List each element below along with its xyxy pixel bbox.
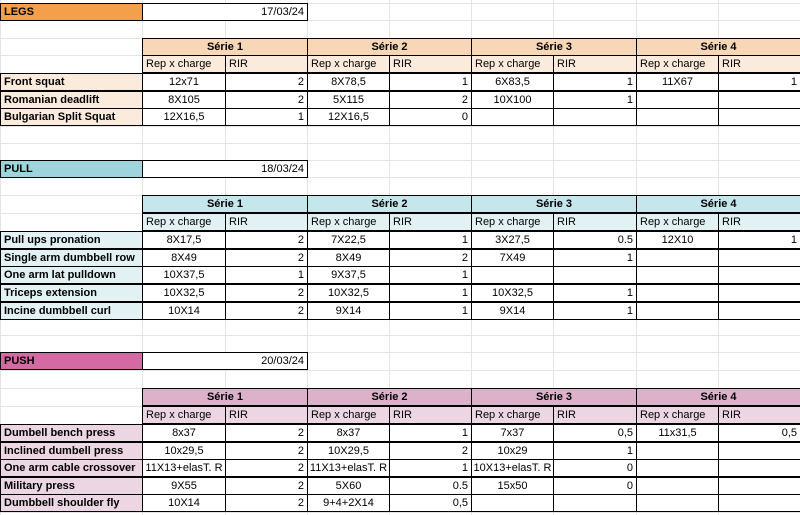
exercise-name[interactable]: [0, 459, 143, 477]
set-rir-cell-text: 1: [626, 76, 633, 88]
sub-header-rep-text: Rep x charge: [475, 58, 541, 70]
sub-header-rir[interactable]: [553, 213, 637, 231]
exercise-name[interactable]: [0, 494, 143, 512]
set-rep-cell[interactable]: [636, 302, 719, 320]
set-rep-cell[interactable]: [142, 442, 226, 460]
set-rep-cell[interactable]: [307, 424, 390, 442]
set-rep-cell-text: 8X49: [335, 252, 362, 264]
sub-header-rep[interactable]: [142, 406, 226, 424]
series-header-1[interactable]: [142, 388, 308, 406]
set-rep-cell-text: 5X60: [335, 480, 362, 492]
set-rep-cell[interactable]: [142, 424, 226, 442]
set-rir-cell-text: 1: [297, 111, 304, 123]
series-header-4[interactable]: [636, 388, 800, 406]
set-rir-cell-text: 1: [297, 269, 304, 281]
sub-header-rir-text: RIR: [393, 216, 412, 228]
sub-header-rir[interactable]: [225, 55, 308, 73]
section-label-push-text: PUSH: [4, 355, 35, 367]
series-header-2[interactable]: [307, 195, 472, 213]
set-rir-cell-text: 1: [461, 427, 468, 439]
set-rep-cell-text: 10X100: [493, 94, 532, 106]
exercise-name[interactable]: [0, 424, 143, 442]
set-rep-cell[interactable]: [307, 284, 390, 302]
set-rir-cell[interactable]: [389, 266, 472, 284]
sub-header-rir-text: RIR: [229, 409, 248, 421]
sub-header-rir[interactable]: [389, 406, 472, 424]
sub-header-rep[interactable]: [636, 406, 719, 424]
set-rep-cell[interactable]: [636, 459, 719, 477]
set-rir-cell[interactable]: [553, 266, 637, 284]
set-rir-cell[interactable]: [553, 459, 637, 477]
set-rep-cell[interactable]: [471, 231, 554, 249]
set-rep-cell-text: 8X105: [168, 94, 200, 106]
set-rir-cell[interactable]: [225, 73, 308, 91]
exercise-name[interactable]: [0, 108, 143, 126]
sub-header-rir[interactable]: [225, 406, 308, 424]
set-rir-cell[interactable]: [225, 231, 308, 249]
sub-header-rep-text: Rep x charge: [640, 216, 706, 228]
series-header-3[interactable]: [471, 388, 637, 406]
set-rep-cell-text: 11X13+elasT. R: [309, 462, 388, 474]
set-rep-cell-text: 9X14: [335, 305, 362, 317]
exercise-name-text: Incine dumbbell curl: [4, 305, 111, 317]
series-header-4-text: Série 4: [700, 391, 737, 403]
set-rir-cell[interactable]: [225, 266, 308, 284]
sub-header-rir[interactable]: [389, 55, 472, 73]
section-label-legs[interactable]: [0, 3, 143, 21]
set-rep-cell-text: 10X14: [168, 305, 200, 317]
set-rep-cell[interactable]: [636, 284, 719, 302]
set-rep-cell-text: 8X78,5: [331, 76, 366, 88]
set-rep-cell[interactable]: [471, 494, 554, 512]
set-rir-cell-text: 2: [461, 252, 468, 264]
sub-header-rir-text: RIR: [722, 216, 741, 228]
series-header-2-text: Série 2: [371, 41, 408, 53]
set-rep-cell[interactable]: [307, 108, 390, 126]
exercise-name[interactable]: [0, 231, 143, 249]
set-rir-cell[interactable]: [553, 73, 637, 91]
set-rep-cell-text: 8x37: [336, 427, 361, 439]
set-rir-cell-text: 2: [297, 234, 304, 246]
set-rep-cell-text: 6X83,5: [495, 76, 530, 88]
grid-row-line: [0, 126, 800, 127]
set-rir-cell-text: 0: [461, 111, 468, 123]
sub-header-rir[interactable]: [389, 213, 472, 231]
sub-header-rir-text: RIR: [557, 58, 576, 70]
series-header-4[interactable]: [636, 195, 800, 213]
sub-header-rep[interactable]: [142, 213, 226, 231]
set-rir-cell-text: 0.5: [617, 234, 633, 246]
exercise-name[interactable]: [0, 266, 143, 284]
exercise-name[interactable]: [0, 91, 143, 109]
grid-row-line: [0, 370, 800, 371]
series-header-1-text: Série 1: [206, 391, 244, 403]
set-rep-cell-text: 10x29: [497, 445, 528, 457]
set-rir-cell[interactable]: [718, 302, 800, 320]
set-rep-cell-text: 10x29,5: [164, 445, 204, 457]
set-rir-cell-text: 1: [790, 76, 797, 88]
set-rir-cell-text: 2: [297, 76, 304, 88]
series-header-3-text: Série 3: [535, 41, 573, 53]
exercise-name-text: Inclined dumbell press: [4, 445, 124, 457]
set-rep-cell[interactable]: [636, 231, 719, 249]
sub-header-rir[interactable]: [553, 55, 637, 73]
set-rep-cell[interactable]: [471, 284, 554, 302]
series-header-3[interactable]: [471, 38, 637, 56]
set-rep-cell-text: 10X14: [168, 497, 200, 509]
set-rir-cell-text: 1: [626, 305, 633, 317]
set-rir-cell[interactable]: [553, 249, 637, 267]
sub-header-rir[interactable]: [718, 213, 800, 231]
set-rep-cell-text: 8X49: [171, 252, 197, 264]
set-rir-cell-text: 2: [297, 480, 304, 492]
set-rep-cell[interactable]: [307, 459, 390, 477]
set-rir-cell[interactable]: [718, 459, 800, 477]
sub-header-rep[interactable]: [142, 55, 226, 73]
set-rep-cell[interactable]: [142, 494, 226, 512]
exercise-name-text: Dumbell bench press: [4, 427, 116, 439]
set-rep-cell-text: 7X49: [499, 252, 526, 264]
set-rep-cell-text: 10X32,5: [163, 287, 205, 299]
set-rep-cell[interactable]: [307, 494, 390, 512]
set-rep-cell[interactable]: [142, 108, 226, 126]
series-header-4[interactable]: [636, 38, 800, 56]
set-rir-cell-text: 0,5: [781, 427, 797, 439]
set-rep-cell-text: 11X67: [662, 76, 693, 88]
sub-header-rir-text: RIR: [557, 409, 576, 421]
set-rep-cell-text: 8x37: [172, 427, 196, 439]
set-rir-cell-text: 2: [297, 445, 304, 457]
set-rir-cell-text: 1: [626, 252, 633, 264]
section-date-pull[interactable]: [142, 160, 308, 178]
set-rep-cell-text: 10X29,5: [328, 445, 369, 457]
set-rir-cell-text: 2: [297, 94, 304, 106]
set-rep-cell[interactable]: [142, 477, 226, 495]
set-rep-cell[interactable]: [142, 459, 226, 477]
set-rir-cell[interactable]: [553, 302, 637, 320]
sub-header-rir[interactable]: [553, 406, 637, 424]
set-rep-cell[interactable]: [307, 91, 390, 109]
set-rir-cell-text: 2: [297, 427, 304, 439]
sub-header-rir[interactable]: [718, 406, 800, 424]
set-rir-cell[interactable]: [718, 442, 800, 460]
section-label-pull[interactable]: [0, 160, 143, 178]
sub-header-rir-text: RIR: [722, 58, 741, 70]
sub-header-rep[interactable]: [471, 213, 554, 231]
exercise-name[interactable]: [0, 442, 143, 460]
set-rep-cell-text: 11x31,5: [658, 427, 697, 439]
set-rep-cell-text: 7x37: [500, 427, 525, 439]
set-rir-cell[interactable]: [718, 424, 800, 442]
set-rep-cell[interactable]: [471, 249, 554, 267]
set-rir-cell[interactable]: [718, 249, 800, 267]
set-rep-cell[interactable]: [471, 91, 554, 109]
exercise-name[interactable]: [0, 477, 143, 495]
series-header-4-text: Série 4: [700, 41, 737, 53]
set-rir-cell-text: 0,5: [617, 427, 633, 439]
set-rep-cell[interactable]: [471, 442, 554, 460]
set-rir-cell[interactable]: [389, 73, 472, 91]
set-rir-cell[interactable]: [389, 424, 472, 442]
set-rir-cell[interactable]: [389, 249, 472, 267]
set-rep-cell[interactable]: [307, 73, 390, 91]
set-rir-cell[interactable]: [553, 284, 637, 302]
set-rep-cell-text: 8X17,5: [166, 234, 202, 246]
sub-header-rep-text: Rep x charge: [475, 409, 541, 421]
set-rir-cell[interactable]: [389, 494, 472, 512]
set-rir-cell[interactable]: [718, 266, 800, 284]
sub-header-rir[interactable]: [718, 55, 800, 73]
section-label-pull-text: PULL: [4, 163, 33, 175]
set-rep-cell[interactable]: [142, 73, 226, 91]
set-rep-cell-text: 10X32,5: [328, 287, 369, 299]
set-rir-cell[interactable]: [718, 494, 800, 512]
series-header-2[interactable]: [307, 38, 472, 56]
set-rep-cell-text: 11X13+elasT. R: [145, 462, 223, 474]
set-rep-cell[interactable]: [471, 477, 554, 495]
set-rep-cell[interactable]: [142, 266, 226, 284]
set-rir-cell[interactable]: [225, 459, 308, 477]
set-rir-cell-text: 1: [626, 94, 633, 106]
sub-header-rir-text: RIR: [229, 216, 248, 228]
sub-header-rir-text: RIR: [722, 409, 741, 421]
exercise-name[interactable]: [0, 249, 143, 267]
set-rep-cell-text: 7X22,5: [331, 234, 366, 246]
section-date-push-text: 20/03/24: [261, 355, 304, 367]
set-rir-cell-text: 1: [461, 76, 468, 88]
set-rep-cell[interactable]: [636, 494, 719, 512]
set-rir-cell-text: 1: [461, 234, 468, 246]
sub-header-rir[interactable]: [225, 213, 308, 231]
set-rir-cell[interactable]: [718, 73, 800, 91]
set-rep-cell[interactable]: [471, 266, 554, 284]
exercise-name-text: Front squat: [4, 76, 65, 88]
sub-header-rep-text: Rep x charge: [146, 216, 212, 228]
section-date-pull-text: 18/03/24: [261, 163, 304, 175]
set-rir-cell[interactable]: [225, 91, 308, 109]
set-rep-cell[interactable]: [142, 284, 226, 302]
sub-header-rir-text: RIR: [393, 58, 412, 70]
set-rir-cell[interactable]: [389, 231, 472, 249]
series-header-2[interactable]: [307, 388, 472, 406]
set-rir-cell[interactable]: [553, 442, 637, 460]
set-rep-cell-text: 10X37,5: [163, 269, 205, 281]
set-rir-cell[interactable]: [225, 302, 308, 320]
set-rir-cell[interactable]: [389, 442, 472, 460]
set-rep-cell[interactable]: [471, 302, 554, 320]
set-rir-cell-text: 2: [297, 497, 304, 509]
exercise-name[interactable]: [0, 302, 143, 320]
exercise-name-text: One arm lat pulldown: [4, 269, 116, 281]
section-label-legs-text: LEGS: [4, 6, 34, 18]
set-rir-cell-text: 1: [461, 305, 468, 317]
set-rep-cell-text: 9X37,5: [331, 269, 366, 281]
sub-header-rep[interactable]: [307, 213, 390, 231]
sub-header-rep-text: Rep x charge: [311, 216, 377, 228]
set-rep-cell-text: 9X14: [499, 305, 526, 317]
set-rir-cell[interactable]: [553, 494, 637, 512]
set-rep-cell[interactable]: [636, 442, 719, 460]
set-rir-cell[interactable]: [389, 108, 472, 126]
set-rir-cell[interactable]: [718, 284, 800, 302]
section-label-push[interactable]: [0, 352, 143, 370]
series-header-1[interactable]: [142, 195, 308, 213]
sub-header-rep-text: Rep x charge: [146, 409, 212, 421]
set-rir-cell[interactable]: [389, 459, 472, 477]
grid-row-line: [0, 335, 800, 336]
set-rep-cell[interactable]: [307, 249, 390, 267]
set-rir-cell[interactable]: [553, 231, 637, 249]
set-rep-cell-text: 9X55: [171, 480, 197, 492]
sub-header-rep-text: Rep x charge: [146, 58, 212, 70]
set-rir-cell[interactable]: [389, 302, 472, 320]
set-rir-cell-text: 1: [626, 445, 633, 457]
set-rep-cell[interactable]: [636, 249, 719, 267]
set-rir-cell-text: 0.5: [452, 480, 468, 492]
section-date-legs-text: 17/03/24: [261, 6, 304, 18]
set-rep-cell[interactable]: [636, 91, 719, 109]
set-rep-cell-text: 10X13+elasT. R: [473, 462, 552, 474]
set-rir-cell[interactable]: [389, 284, 472, 302]
exercise-name[interactable]: [0, 284, 143, 302]
set-rir-cell[interactable]: [553, 424, 637, 442]
sub-header-rep[interactable]: [636, 55, 719, 73]
sub-header-rir-text: RIR: [229, 58, 248, 70]
set-rep-cell[interactable]: [142, 249, 226, 267]
set-rir-cell-text: 0: [626, 462, 633, 474]
set-rir-cell-text: 2: [297, 252, 304, 264]
set-rep-cell-text: 10X32,5: [492, 287, 533, 299]
set-rir-cell[interactable]: [389, 91, 472, 109]
set-rep-cell[interactable]: [471, 424, 554, 442]
exercise-name-text: Bulgarian Split Squat: [4, 111, 116, 123]
set-rir-cell[interactable]: [225, 284, 308, 302]
set-rir-cell[interactable]: [718, 231, 800, 249]
set-rep-cell[interactable]: [307, 231, 390, 249]
set-rir-cell-text: 1: [626, 287, 633, 299]
sub-header-rir-text: RIR: [393, 409, 412, 421]
set-rep-cell-text: 15x50: [497, 480, 528, 492]
exercise-name-text: Pull ups pronation: [4, 234, 101, 246]
set-rir-cell-text: 1: [790, 234, 797, 246]
set-rep-cell-text: 3X27,5: [495, 234, 530, 246]
exercise-name-text: Triceps extension: [4, 287, 97, 299]
sub-header-rep[interactable]: [307, 55, 390, 73]
sub-header-rep[interactable]: [471, 406, 554, 424]
sub-header-rep[interactable]: [307, 406, 390, 424]
section-date-push[interactable]: [142, 352, 308, 370]
sub-header-rir-text: RIR: [557, 216, 576, 228]
set-rep-cell-text: 5X115: [333, 94, 364, 106]
set-rir-cell[interactable]: [225, 424, 308, 442]
set-rir-cell-text: 1: [461, 287, 468, 299]
series-header-3-text: Série 3: [535, 198, 573, 210]
set-rep-cell-text: 12X10: [661, 234, 694, 246]
set-rep-cell[interactable]: [471, 459, 554, 477]
sub-header-rep-text: Rep x charge: [640, 58, 706, 70]
set-rep-cell[interactable]: [307, 477, 390, 495]
set-rep-cell[interactable]: [142, 91, 226, 109]
set-rir-cell[interactable]: [718, 91, 800, 109]
set-rir-cell-text: 2: [297, 287, 304, 299]
set-rir-cell-text: 2: [297, 462, 304, 474]
set-rir-cell[interactable]: [225, 477, 308, 495]
exercise-name-text: Dumbbell shoulder fly: [4, 497, 120, 509]
set-rir-cell-text: 0: [626, 480, 633, 492]
sub-header-rep[interactable]: [636, 213, 719, 231]
series-header-4-text: Série 4: [700, 198, 737, 210]
set-rir-cell[interactable]: [225, 494, 308, 512]
set-rir-cell-text: 2: [461, 445, 468, 457]
series-header-1[interactable]: [142, 38, 308, 56]
set-rep-cell-text: 12X16,5: [328, 111, 369, 123]
set-rep-cell[interactable]: [636, 73, 719, 91]
grid-row-line: [0, 143, 800, 144]
exercise-name-text: Single arm dumbbell row: [4, 252, 135, 264]
set-rep-cell[interactable]: [636, 477, 719, 495]
set-rir-cell[interactable]: [553, 108, 637, 126]
exercise-name-text: One arm cable crossover: [4, 462, 136, 474]
set-rep-cell[interactable]: [142, 231, 226, 249]
set-rir-cell[interactable]: [553, 477, 637, 495]
series-header-3-text: Série 3: [535, 391, 573, 403]
series-header-1-text: Série 1: [206, 198, 244, 210]
set-rir-cell-text: 1: [461, 462, 468, 474]
set-rir-cell[interactable]: [225, 442, 308, 460]
series-header-2-text: Série 2: [371, 391, 408, 403]
set-rep-cell[interactable]: [471, 73, 554, 91]
set-rep-cell[interactable]: [636, 108, 719, 126]
exercise-name-text: Military press: [4, 480, 75, 492]
set-rir-cell-text: 1: [461, 269, 468, 281]
set-rir-cell-text: 2: [297, 305, 304, 317]
set-rep-cell-text: 12x71: [169, 76, 199, 88]
set-rir-cell-text: 2: [461, 94, 468, 106]
set-rir-cell[interactable]: [225, 249, 308, 267]
set-rir-cell[interactable]: [389, 477, 472, 495]
set-rep-cell[interactable]: [636, 424, 719, 442]
sub-header-rep-text: Rep x charge: [311, 409, 377, 421]
sub-header-rep-text: Rep x charge: [640, 409, 706, 421]
set-rep-cell[interactable]: [142, 302, 226, 320]
exercise-name-text: Romanian deadlift: [4, 94, 100, 106]
set-rir-cell[interactable]: [553, 91, 637, 109]
sub-header-rep-text: Rep x charge: [475, 216, 541, 228]
grid-row-line: [0, 512, 800, 513]
set-rep-cell[interactable]: [307, 266, 390, 284]
set-rir-cell[interactable]: [718, 477, 800, 495]
section-date-legs[interactable]: [142, 3, 308, 21]
series-header-3[interactable]: [471, 195, 637, 213]
set-rep-cell[interactable]: [636, 266, 719, 284]
series-header-1-text: Série 1: [206, 41, 244, 53]
set-rep-cell[interactable]: [307, 442, 390, 460]
set-rep-cell[interactable]: [307, 302, 390, 320]
set-rep-cell-text: 9+4+2X14: [323, 497, 374, 509]
sub-header-rep-text: Rep x charge: [311, 58, 377, 70]
set-rep-cell-text: 12X16,5: [163, 111, 205, 123]
set-rir-cell[interactable]: [718, 108, 800, 126]
series-header-2-text: Série 2: [371, 198, 408, 210]
exercise-name[interactable]: [0, 73, 143, 91]
sub-header-rep[interactable]: [471, 55, 554, 73]
set-rir-cell-text: 0,5: [452, 497, 468, 509]
set-rep-cell[interactable]: [471, 108, 554, 126]
set-rir-cell[interactable]: [225, 108, 308, 126]
